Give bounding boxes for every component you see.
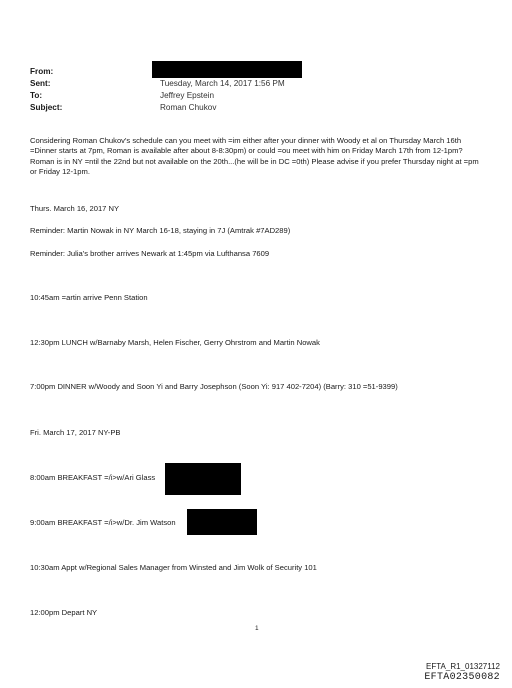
subject-value: Roman Chukov xyxy=(160,103,217,112)
intro-paragraph: Considering Roman Chukov's schedule can you meet with =im either after your dinner with Woody et al on Thursday March 16th =Dinner starts at 7pm, Roman is available after about 8-8:30pm) or could =ou meet with him on Friday March 17th from 12-1pm? Roman is in NY =ntil the 22nd but not available on the 20th...(he will be in DC =0th) Please advise if you prefer Thursday night at =pm or Friday 12-1pm. xyxy=(30,136,479,177)
schedule-item-800: 8:00am BREAKFAST =/i>w/Ari Glass xyxy=(30,473,156,482)
sent-value: Tuesday, March 14, 2017 1:56 PM xyxy=(160,79,285,88)
schedule-item-1230: 12:30pm LUNCH w/Barnaby Marsh, Helen Fischer, Gerry Ohrstrom and Martin Nowak xyxy=(30,338,320,347)
from-label: From: xyxy=(30,67,54,76)
sent-label: Sent: xyxy=(30,79,51,88)
reminder-martin: Reminder: Martin Nowak in NY March 16-18, staying in 7J (Amtrak #7AD289) xyxy=(30,226,291,235)
schedule-item-700: 7:00pm DINNER w/Woody and Soon Yi and Barry Josephson (Soon Yi: 917 402-7204) (Barry: 310 =51-9399) xyxy=(30,382,398,391)
thursday-heading: Thurs. March 16, 2017 NY xyxy=(30,204,120,213)
redaction-breakfast-1 xyxy=(165,463,241,495)
footer-reference-1: EFTA_R1_01327112 xyxy=(426,662,500,671)
schedule-item-900: 9:00am BREAKFAST =/i>w/Dr. Jim Watson xyxy=(30,518,176,527)
subject-label: Subject: xyxy=(30,103,63,112)
schedule-item-1200: 12:00pm Depart NY xyxy=(30,608,98,617)
friday-heading: Fri. March 17, 2017 NY-PB xyxy=(30,428,121,437)
schedule-item-1030: 10:30am Appt w/Regional Sales Manager from Winsted and Jim Wolk of Security 101 xyxy=(30,563,317,572)
redaction-breakfast-2 xyxy=(187,509,257,535)
schedule-item-1045: 10:45am =artin arrive Penn Station xyxy=(30,293,148,302)
reminder-julia: Reminder: Julia's brother arrives Newark at 1:45pm via Lufthansa 7609 xyxy=(30,249,270,258)
footer-reference-2: EFTA02350082 xyxy=(424,672,500,683)
page-number: 1 xyxy=(255,625,259,632)
to-label: To: xyxy=(30,91,43,100)
redaction-from xyxy=(152,61,302,78)
to-value: Jeffrey Epstein xyxy=(160,91,215,100)
